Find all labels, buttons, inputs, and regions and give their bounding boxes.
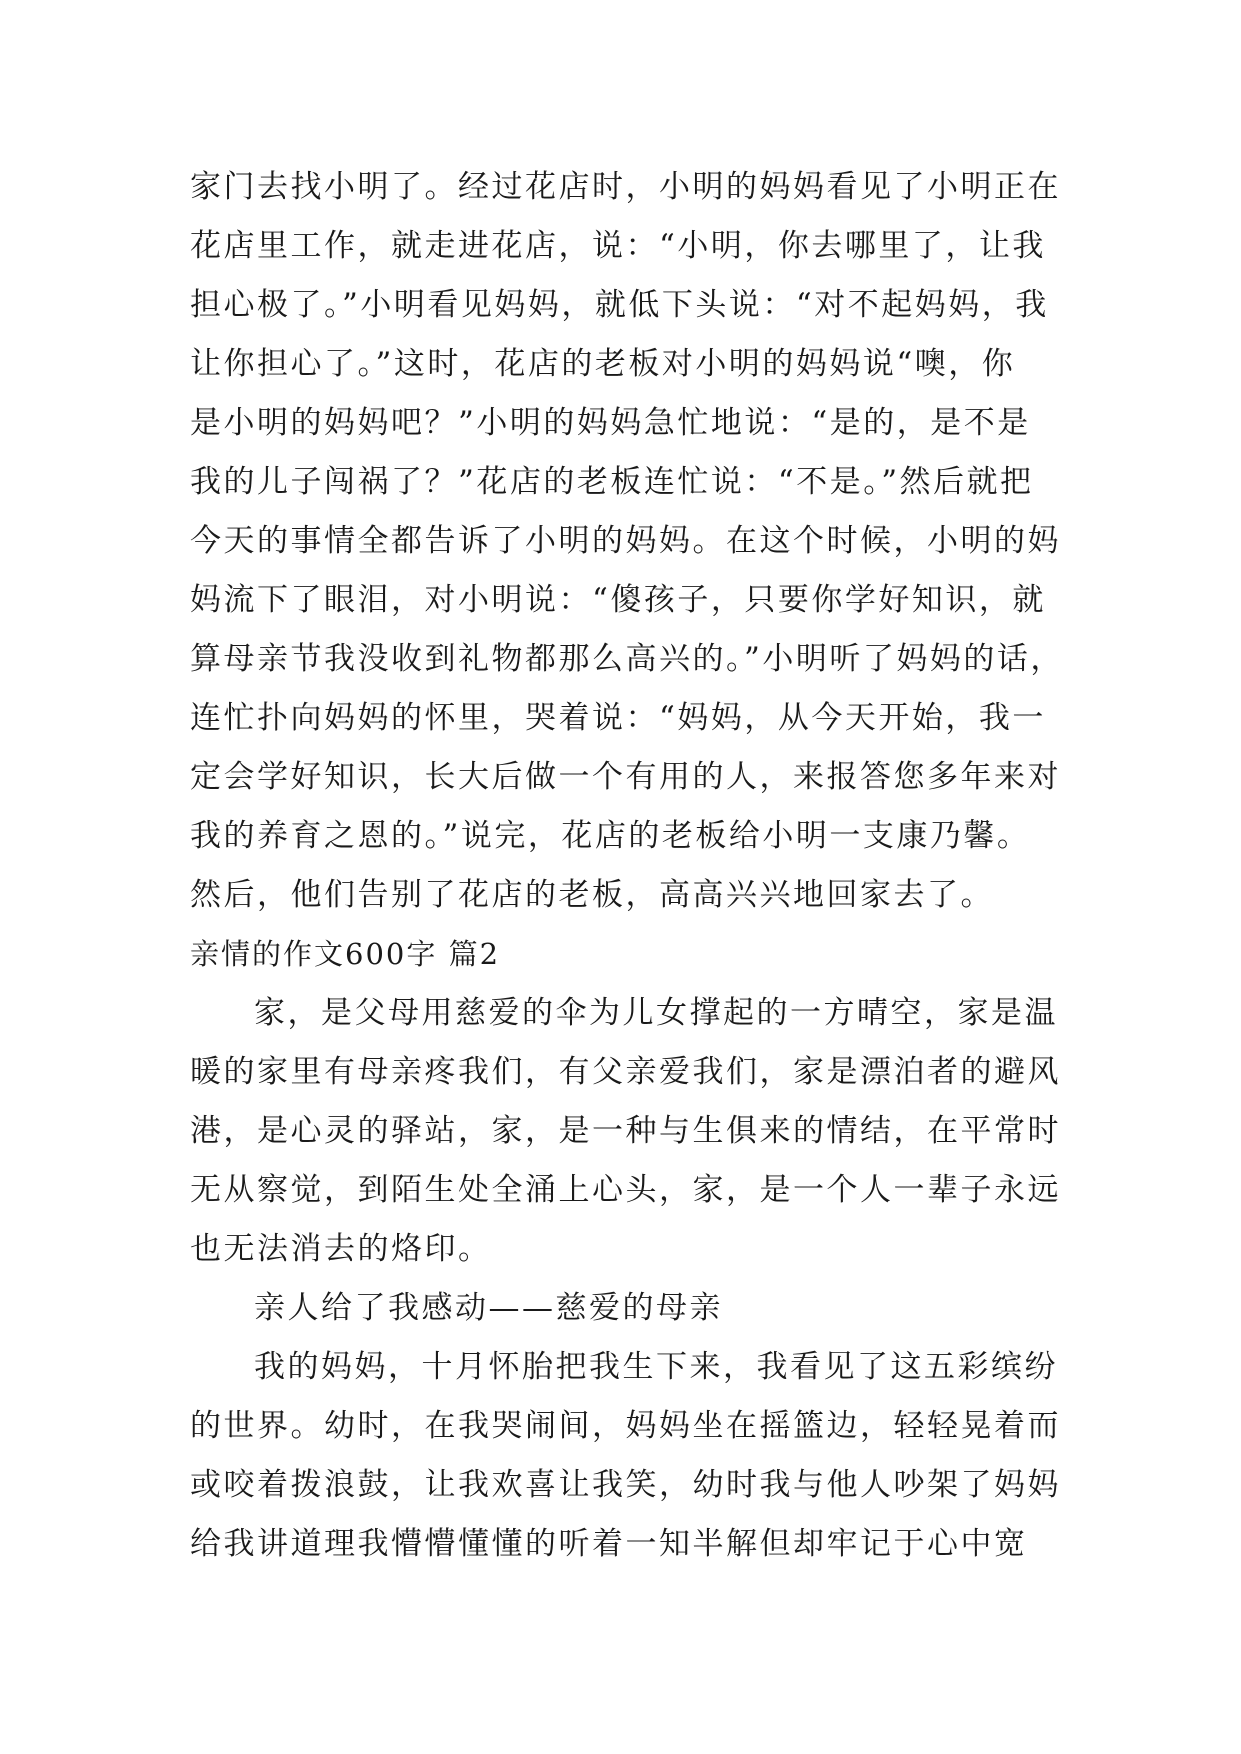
text-line: 算母亲节我没收到礼物都那么高兴的。”小明听了妈妈的话， [190, 641, 1064, 677]
paragraph-first-line: 我的妈妈，十月怀胎把我生下来，我看见了这五彩缤纷 [254, 1349, 1058, 1385]
text-line: 也无法消去的烙印。 [190, 1231, 492, 1267]
text-line: 我的儿子闯祸了？”花店的老板连忙说：“不是。”然后就把 [190, 464, 1034, 500]
text-line: 今天的事情全都告诉了小明的妈妈。在这个时候，小明的妈 [190, 523, 1061, 559]
text-line: 我的养育之恩的。”说完，花店的老板给小明一支康乃馨。 [190, 818, 1031, 854]
text-line: 无从察觉，到陌生处全涌上心头，家，是一个人一辈子永远 [190, 1172, 1061, 1208]
text-line: 是小明的妈妈吧？”小明的妈妈急忙地说：“是的，是不是 [190, 405, 1031, 441]
text-line: 港，是心灵的驿站，家，是一种与生俱来的情结，在平常时 [190, 1113, 1061, 1149]
text-line: 暖的家里有母亲疼我们，有父亲爱我们，家是漂泊者的避风 [190, 1054, 1061, 1090]
subheading-line: 亲人给了我感动——慈爱的母亲 [254, 1290, 723, 1326]
text-line: 让你担心了。”这时，花店的老板对小明的妈妈说“噢，你 [190, 346, 1016, 382]
text-line: 定会学好知识，长大后做一个有用的人，来报答您多年来对 [190, 759, 1061, 795]
section-heading: 亲情的作文600字 篇2 [190, 937, 501, 971]
text-line: 给我讲道理我懵懵懂懂的听着一知半解但却牢记于心中宽 [190, 1526, 1028, 1562]
text-line: 家门去找小明了。经过花店时，小明的妈妈看见了小明正在 [190, 169, 1061, 205]
text-line: 妈流下了眼泪，对小明说：“傻孩子，只要你学好知识，就 [190, 582, 1046, 618]
paragraph-first-line: 家，是父母用慈爱的伞为儿女撑起的一方晴空，家是温 [254, 995, 1058, 1031]
text-line: 的世界。幼时，在我哭闹间，妈妈坐在摇篮边，轻轻晃着而 [190, 1408, 1061, 1444]
text-line: 或咬着拨浪鼓，让我欢喜让我笑，幼时我与他人吵架了妈妈 [190, 1467, 1061, 1503]
text-line: 担心极了。”小明看见妈妈，就低下头说：“对不起妈妈，我 [190, 287, 1049, 323]
text-line: 花店里工作，就走进花店，说：“小明，你去哪里了，让我 [190, 228, 1046, 264]
text-line: 然后，他们告别了花店的老板，高高兴兴地回家去了。 [190, 877, 994, 913]
document-body [190, 158, 1070, 1574]
text-line: 连忙扑向妈妈的怀里，哭着说：“妈妈，从今天开始，我一 [190, 700, 1046, 736]
